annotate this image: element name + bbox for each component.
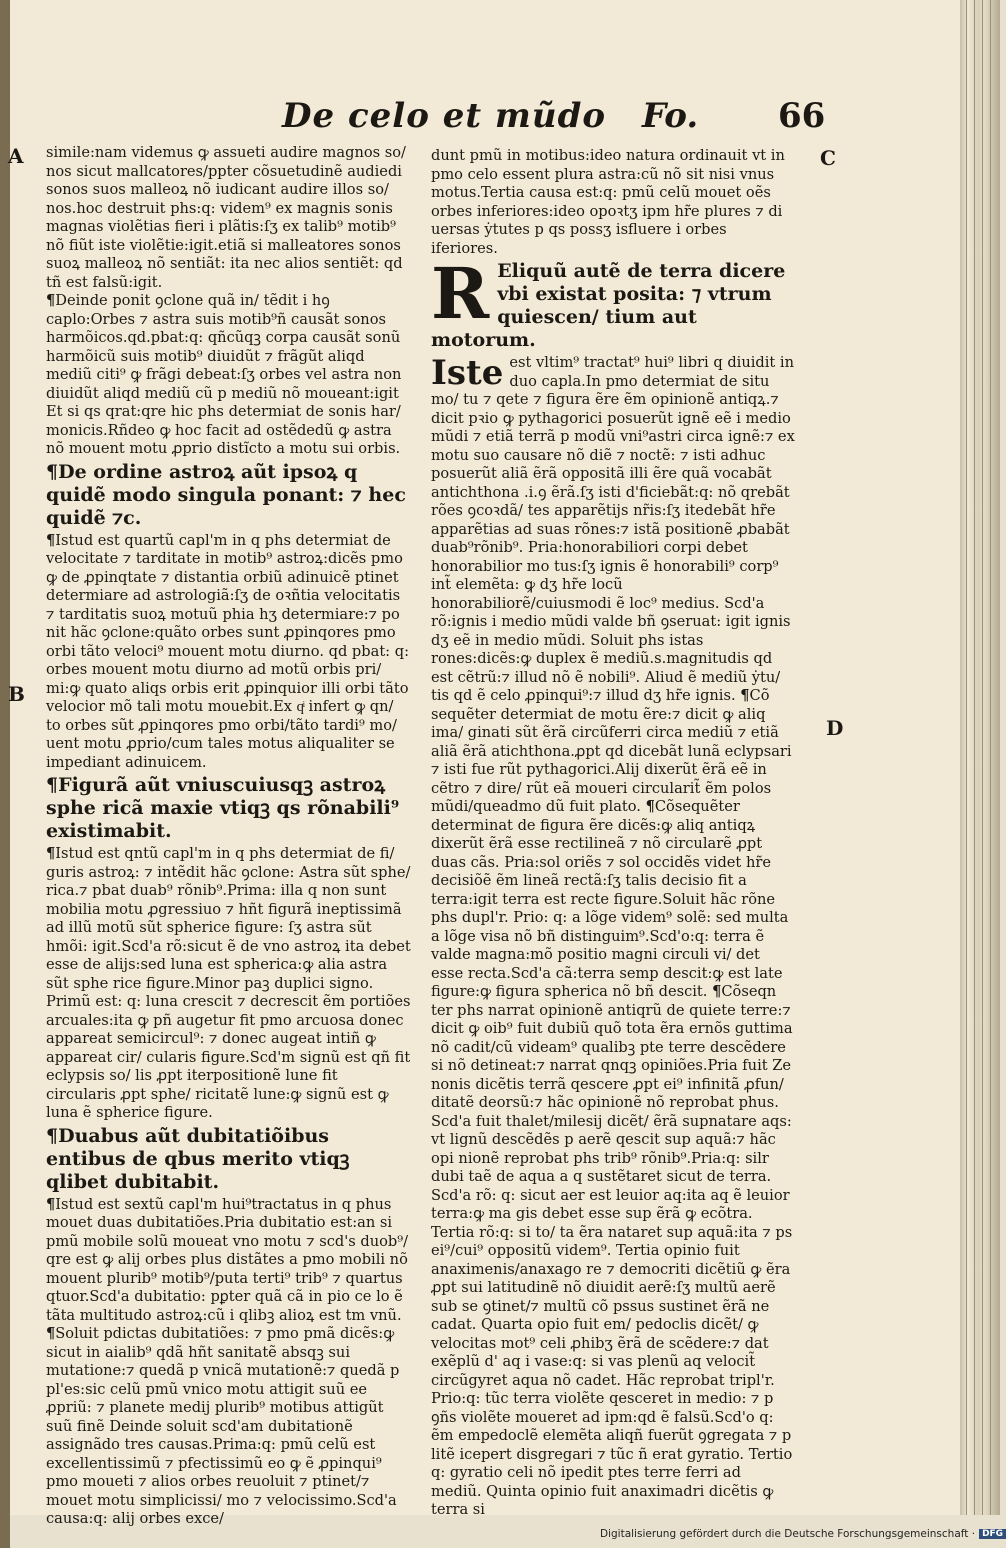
- margin-letter-c: C: [820, 146, 836, 170]
- drop-capital: R: [431, 252, 490, 335]
- folio-label: Fo.: [642, 96, 699, 136]
- section-heading: ¶Figurã aũt vniuscuiusqꝫ astroꝝ sphe ricã maxie vtiqꝫ qs rõnabili⁹ existimabit.: [46, 774, 400, 842]
- dfg-logo: DFG: [979, 1529, 1006, 1539]
- margin-letter-a: A: [8, 144, 24, 168]
- margin-letter-d: D: [826, 716, 844, 740]
- running-header: [270, 96, 840, 146]
- digitization-footer: [600, 1528, 1004, 1544]
- right-column: [431, 147, 796, 1520]
- scan-edge-left: [0, 0, 10, 1548]
- pilcrow-icon: ¶: [46, 1124, 59, 1147]
- pilcrow-icon: ¶: [46, 460, 59, 483]
- paragraph: simile:nam videmus ꝙ assueti audire magnos so/ nos sicut mallcatores/ppter cõsuetudinẽ audiedi sonos suos malleoꝝ nõ iudicant audire illos so/ nos.hoc destruit phs:q: videm⁹ ex magnis sonis magnas violẽtias fieri i plãtis:ſʒ ex talib⁹ motib⁹ nõ fiũt iste violẽtie:igit.etiã si malleatores sonos suoꝝ malleoꝝ nõ sentiãt: ita nec alios sentiẽt: qd tñ est falsũ:igit.: [46, 144, 406, 291]
- left-column: [46, 144, 412, 1529]
- paragraph: ¶Istud est qntũ capl'm in q phs determiat de fi/ guris astroꝝ: ⁊ intẽdit hãc ꝯclone: Astra sũt sphe/ rica.⁊ pbat duab⁹ rõnib⁹.Prima: illa q non sunt mobilia motu ꝓgressiuo ⁊ hñt figurã ineptissimã ad illũ motũ sũt spherice figure: ſʒ astra sũt hmõi: igit.Scd'a rõ:sicut ẽ de vno astroꝝ ita debet esse de alijs:sed luna est spherica:ꝙ alia astra sũt sphe rice figure.Minor paꝫ duplici signo. Primũ est: q: luna crescit ⁊ decrescit ẽm portiões arcuales:ita ꝙ pñ augetur fit pmo arcuosa donec appareat semicircul⁹: ⁊ donec augeat intiñ ꝙ appareat cir/ cularis figure.Scd'm signũ est qñ fit eclypsis so/ lis ꝓpt iterpositionẽ lune fit circularis ꝓpt sphe/ ricitatẽ lune:ꝙ signũ est ꝙ luna ẽ spherice figure.: [46, 845, 411, 1121]
- paragraph: dunt pmũ in motibus:ideo natura ordinauit vt in pmo celo essent plura astra:cũ nõ sit nisi vnus motus.Tertia causa est:q: pmũ celũ mouet oẽs orbes inferiores:ideo opoꝛtʒ ipm hr̃e plures ⁊ di uersas ẏtutes p qs possʒ isfluere i orbes iferiores.: [431, 147, 785, 257]
- pilcrow-icon: ¶: [46, 292, 56, 309]
- pilcrow-icon: ¶: [645, 798, 655, 815]
- section-heading: ¶De ordine astroꝝ aũt ipsoꝝ q quidẽ modo singula ponant: ⁊ hec quidẽ ⁊c.: [46, 460, 406, 529]
- margin-letter-b: B: [8, 682, 25, 706]
- pilcrow-icon: ¶: [46, 1195, 56, 1213]
- folio-number: 66: [778, 96, 826, 136]
- footer-text: Digitalisierung gefördert durch die Deutsche Forschungsgemeinschaft ·: [600, 1528, 976, 1540]
- paragraph: ¶Istud est quartũ capl'm in q phs determiat de velocitate ⁊ tarditate in motib⁹ astroꝝ:dicẽs pmo ꝙ de ꝓpinqtate ⁊ distantia orbiũ adinuicẽ ptinet determiare ad astrologiã:ſʒ de oꝛñtia velocitatis ⁊ tarditatis suoꝝ motuũ phia hʒ determiare:⁊ po nit hãc ꝯclone:quãto orbes sunt ꝓpinqores pmo orbi tãto veloci⁹ mouent motu diurno. qd pbat: q: orbes mouent motu diurno ad motũ orbis pri/ mi:ꝙ quato aliqs orbis erit ꝓpinquior illi orbi tãto velocior mõ tali motu mouebit.Ex qͥ infert ꝙ qn/ to orbes sũt ꝓpinqores pmo orbi/tãto tardi⁹ mo/ uent motu ꝓprio/cum tales motus aliqualiter se impediant adinuicem.: [46, 531, 409, 771]
- paragraph: ¶Istud est sextũ capl'm hui⁹tractatus in q phus mouet duas dubitatiões.Pria dubitatio est:an si pmũ mobile solũ moueat vno motu ⁊ scd's duob⁹/ qre est ꝙ alij orbes plus distãtes a pmo mobili nõ mouent plurib⁹ motib⁹/puta terti⁹ trib⁹ ⁊ quartus qtuor.Scd'a dubitatio: pꝑter quã cã in pio ce lo ẽ tãta multitudo astroꝝ:cũ i qlibꝫ alioꝝ est tm vnũ. ¶Soluit pdictas dubitatiões: ⁊ pmo pmã dicẽs:ꝙ sicut in aialib⁹ qdã hñt sanitatẽ absqꝫ sui mutatione:⁊ quedã p vnicã mutationẽ:⁊ quedã p pl'es:sic celũ pmũ vnico motu attigit suũ ee ꝓpriũ: ⁊ planete medij plurib⁹ motibus attigũt suũ finẽ Deinde soluit scd'am dubitationẽ assignãdo tres causas.Prima:q: pmũ celũ est excellentissimũ ⁊ pfectissimũ eo ꝙ ẽ ꝓpinqui⁹ pmo moueti ⁊ alios orbes reuoluit ⁊ ptinet/⁊ mouet motu simplicissi/ mo ⁊ velocissimo.Scd'a causa:q: alij orbes exce/: [46, 1195, 409, 1527]
- running-title: De celo et mũdo: [282, 96, 607, 136]
- pilcrow-icon: ¶: [46, 531, 56, 549]
- pilcrow-icon: ¶: [46, 845, 56, 862]
- section-heading: ¶Duabus aũt dubitatiõibus entibus de qbus merito vtiqꝫ qlibet dubitabit.: [46, 1124, 350, 1193]
- book-page-edges: [960, 0, 1000, 1515]
- pilcrow-icon: ¶: [712, 983, 722, 1000]
- initial-word: Iste: [431, 353, 504, 393]
- paragraph: Iste est vltim⁹ tractat⁹ hui⁹ libri q diuidit in duo capla.In pmo determiat de situ mo/ tu ⁊ qete ⁊ figura ẽre ẽm opinionẽ antiqꝝ.⁊ dicit pꝛio ꝙ pythagorici posuerũt ignẽ eẽ i medio mũdi ⁊ etiã terrã p modũ vni⁹astri circa ignẽ:⁊ ex motu suo causare nõ diẽ ⁊ noctẽ: ⁊ isti adhuc posuerũt aliã ẽrã oppositã illi ẽre quã vocabãt antichthona .i.ꝯ ẽrã.ſʒ isti d'ficiebãt:q: nõ qrebãt rões ꝯcoꝛdã/ tes apparẽtijs nr̃is:ſʒ itedebãt hr̃e apparẽtias ad suas rõnes:⁊ istã positionẽ ꝓbabãt duab⁹rõnib⁹. Pria:honorabiliori corpi debet honorabilior mo tus:ſʒ ignis ẽ honorabili⁹ corp⁹ int̃ elemẽta: ꝙ dʒ hr̃e locũ honorabiliorẽ/cuiusmodi ẽ loc⁹ medius. Scd'a rõ:ignis i medio mũdi valde bñ ꝯseruat: igit ignis dʒ eẽ in medio mũdi. Soluit phs istas rones:dicẽs:ꝙ duplex ẽ mediũ.s.magnitudis qd est cẽtrũ:⁊ illud nõ ẽ nobili⁹. Aliud ẽ mediũ ẏtu/ tis qd ẽ celo ꝓpinqui⁹:⁊ illud dʒ hr̃e ignis. ¶Cõ sequẽter determiat de motu ẽre:⁊ dicit ꝙ aliq ima/ ginati sũt ẽrã circũferri circa mediũ ⁊ etiã aliã ẽrã atichthona.ꝓpt qd dicebãt lunã eclypsari ⁊ isti fue rũt pythagorici.Alij dixerũt ẽrã eẽ in cẽtro ⁊ dire/ rũt eã moueri circularit̃ ẽm polos mũdi/queadmo dũ fuit plato. ¶Cõsequẽter determinat de figura ẽre dicẽs:ꝙ aliq antiqꝝ dixerũt ẽrã esse rectilineã ⁊ nõ circularẽ ꝓpt duas cãs. Pria:sol oriẽs ⁊ sol occidẽs videt hr̃e decisiõẽ ẽm lineã rectã:ſʒ talis decisio fit a terra:igit terra est recte figure.Soluit hãc rõne phs dupl'r. Prio: q: a lõge videm⁹ solẽ: sed multa a lõge visa nõ bñ distinguim⁹.Scd'o:q: terra ẽ valde magna:mõ positio magni circuli vi/ det esse recta.Scd'a cã:terra semp descit:ꝙ est late figure:ꝙ figura spherica nõ bñ descit. ¶Cõseqn ter phs narrat opinionẽ antiqrũ de quiete terre:⁊ dicit ꝙ oib⁹ fuit dubiũ quõ tota ẽra ernõs guttima nõ cadit/cũ videam⁹ qualibꝫ pte terre descẽdere si nõ detineat:⁊ narrat qnqꝫ opiniões.Pria fuit Ze nonis dicẽtis terrã qescere ꝓpt ei⁹ infinitã ꝓfun/ ditatẽ deorsũ:⁊ hãc opinionẽ nõ reprobat phus. Scd'a fuit thalet/milesij dicẽt/ ẽrã supnatare aqs: vt lignũ descẽdẽs p aerẽ qescit sup aquã:⁊ hãc opi nionẽ reprobat phs trib⁹ rõnib⁹.Pria:q: silr dubi taẽ de aqua a q sustẽtaret sicut de terra. Scd'a rõ: q: sicut aer est leuior aq:ita aq ẽ leuior terra:ꝙ ma gis debet esse sup ẽrã ꝙ ecõtra. Tertia rõ:q: si to/ ta ẽra nataret sup aquã:ita ⁊ ps ei⁹/cui⁹ oppositũ videm⁹. Tertia opinio fuit anaximenis/anaxago re ⁊ democriti dicẽtiũ ꝙ ẽra ꝓpt sui latitudinẽ nõ diuidit aerẽ:ſʒ multũ aerẽ sub se ꝯtinet/⁊ multũ cõ pssus sustinet ẽrã ne cadat. Quarta opio fuit em/ pedoclis dicẽt/ ꝙ velocitas mot⁹ celi ꝓhibʒ ẽrã de scẽdere:⁊ dat exẽplũ d' aq i vase:q: si vas plenũ aq velocit̃ circũgyret aqua nõ cadet. Hãc reprobat tripl'r. Prio:q: tũc terra violẽte qesceret in medio: ⁊ p ꝯñs violẽte moueret ad ipm:qd ẽ falsũ.Scd'o q: ẽm empedoclẽ elemẽta aliqñ fuerũt ꝯgregata ⁊ p litẽ icepert disgregari ⁊ tũc ñ erat gyratio. Tertio q: gyratio celi nõ ipedit ptes terre ferri ad mediũ. Quinta opinio fuit anaximadri dicẽtis ꝙ terra si: [431, 353, 795, 1518]
- pilcrow-icon: ¶: [740, 687, 750, 704]
- pilcrow-icon: ¶: [46, 1325, 56, 1342]
- pilcrow-icon: ¶: [46, 774, 59, 796]
- paragraph: ¶Deinde ponit ꝯclone quã in/ tẽdit i hꝯ caplo:Orbes ⁊ astra suis motib⁹ñ causãt sonos harmõicos.qd.pbat:q: qñcũqꝫ corpa causãt sonũ harmõicũ suis motib⁹ diuidũt ⁊ frãgũt aliqd mediũ citi⁹ ꝙ frãgi debeat:ſʒ orbes vel astra non diuidũt aliqd mediũ cũ p mediũ nõ moueant:igit Et si qs qrat:qre hic phs determiat de sonis har/ monicis.Rñdeo ꝙ hoc facit ad ostẽdedũ ꝙ astra nõ mouent motu ꝓprio distĩcto a motu sui orbis.: [46, 292, 402, 457]
- section-heading: R Eliquũ autẽ de terra dicere vbi existat posita: ⁊ vtrum quiescen/ tium aut motorum.: [431, 252, 786, 351]
